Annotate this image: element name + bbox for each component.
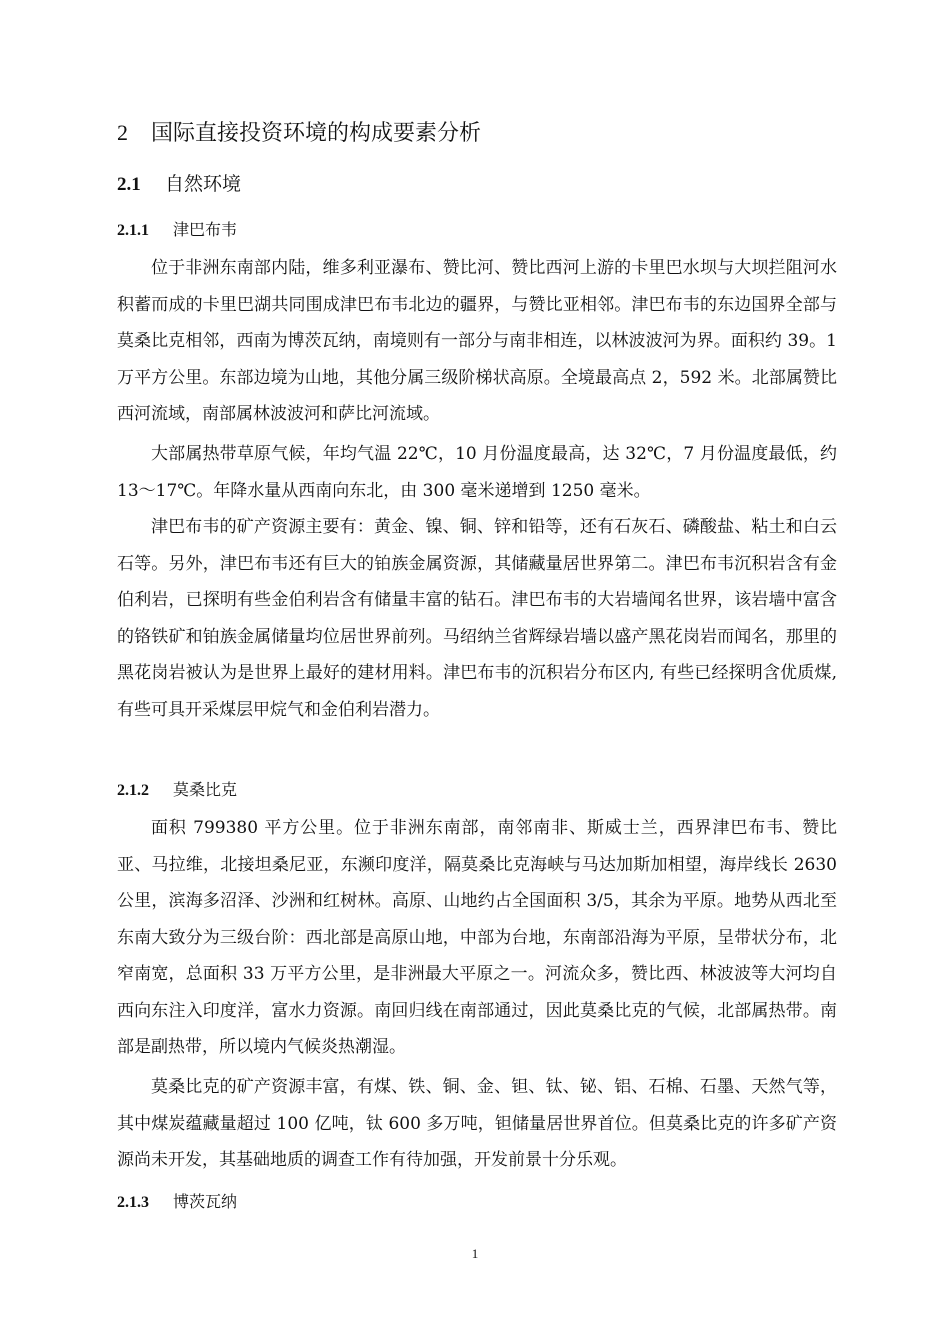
paragraph: 位于非洲东南部内陆，维多利亚瀑布、赞比河、赞比西河上游的卡里巴水坝与大坝拦阻河水积蓄而成的卡里巴湖共同围成津巴布韦北边的疆界，与赞比亚相邻。津巴布韦的东边国界全部与莫桑比克相邻，西南为博茨瓦纳，南境则有一部分与南非相连，以林波波河为界。面积约 39。1 万平方公里。东部边境为山地，其他分属三级阶梯状高原。全境最高点 2，592 米。北部属赞比西河流域，南部属林波波河和萨比河流域。	[117, 258, 837, 424]
paragraph: 津巴布韦的矿产资源主要有：黄金、镍、铜、锌和铅等，还有石灰石、磷酸盐、粘土和白云石等。另外，津巴布韦还有巨大的铂族金属资源，其储藏量居世界第二。津巴布韦沉积岩含有金伯利岩，已探明有些金伯利岩含有储量丰富的钻石。津巴布韦的大岩墙闻名世界，该岩墙中富含的铬铁矿和铂族金属储量均位居世界前列。马绍纳兰省辉绿岩墙以盛产黑花岗岩而闻名，那里的黑花岗岩被认为是世界上最好的建材用料。津巴布韦的沉积岩分布区内, 有些已经探明含优质煤, 有些可具开采煤层甲烷气和金伯利岩潜力。	[117, 517, 837, 720]
subsection-title: 津巴布韦	[173, 220, 238, 239]
page-number: 1	[471, 1246, 479, 1261]
chapter-number: 2	[117, 120, 128, 145]
paragraph: 莫桑比克的矿产资源丰富，有煤、铁、铜、金、钽、钛、铋、铝、石棉、石墨、天然气等，其中煤炭蕴藏量超过 100 亿吨，钛 600 多万吨，钽储量居世界首位。但莫桑比克的许多矿产资源尚未开发，其基础地质的调查工作有待加强，开发前景十分乐观。	[117, 1077, 837, 1170]
subsection-title: 莫桑比克	[173, 780, 238, 799]
subsection-heading	[117, 215, 237, 246]
subsection-title: 博茨瓦纳	[173, 1192, 238, 1211]
subsection-number: 2.1.2	[117, 782, 149, 799]
chapter-title: 国际直接投资环境的构成要素分析	[151, 121, 482, 146]
section-number: 2.1	[117, 174, 141, 195]
paragraph: 大部属热带草原气候，年均气温 22℃，10 月份温度最高，达 32℃，7 月份温度最低，约 13～17℃。年降水量从西南向东北，由 300 毫米递增到 1250 毫米。	[117, 444, 837, 501]
subsection-number: 2.1.3	[117, 1194, 149, 1211]
section-heading	[117, 168, 241, 201]
subsection-number: 2.1.1	[117, 222, 149, 239]
subsection-heading	[117, 775, 237, 806]
paragraph: 面积 799380 平方公里。位于非洲东南部，南邻南非、斯威士兰，西界津巴布韦、赞比亚、马拉维，北接坦桑尼亚，东濒印度洋，隔莫桑比克海峡与马达加斯加相望，海岸线长 2630 公里，滨海多沼泽、沙洲和红树林。高原、山地约占全国面积 3/5，其余为平原。地势从西北至东南大致分为三级台阶：西北部是高原山地，中部为台地，东南部沿海为平原，呈带状分布，北窄南宽，总面积 33 万平方公里，是非洲最大平原之一。河流众多，赞比西、林波波等大河均自西向东注入印度洋，富水力资源。南回归线在南部通过，因此莫桑比克的气候，北部属热带。南部是副热带，所以境内气候炎热潮湿。	[117, 818, 837, 1057]
subsection-heading	[117, 1187, 237, 1218]
section-title: 自然环境	[165, 173, 242, 195]
chapter-heading	[117, 116, 481, 151]
